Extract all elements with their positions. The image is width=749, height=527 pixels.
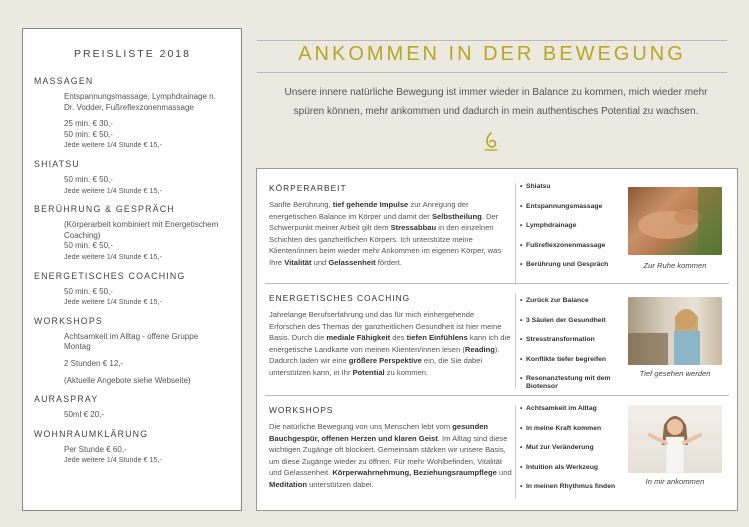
coaching-photo	[628, 297, 722, 365]
block-koerperarbeit	[257, 183, 737, 291]
massagen-price-2: 50 min. € 50,-	[64, 129, 113, 139]
price-list-panel	[22, 28, 242, 511]
list-item: • Resonanztestung mit dem Biotensor	[520, 375, 616, 391]
coaching-caption: Tief gesehen werden	[639, 369, 711, 378]
section-shiatsu: SHIATSU	[34, 158, 80, 169]
massagen-desc-2: Dr. Vodder, Fußreflexzonenmassage	[64, 102, 194, 112]
intro-text	[257, 83, 735, 121]
koerperarbeit-heading: KÖRPERARBEIT	[269, 183, 347, 193]
list-item: • Fußreflexzonenmassage	[520, 242, 616, 250]
top-divider	[257, 40, 727, 41]
massagen-price-1: 25 min. € 30,-	[64, 119, 113, 129]
section-beruehrung: BERÜHRUNG & GESPRÄCH	[34, 204, 175, 215]
workshops-note: (Aktuelle Angebote siehe Webseite)	[64, 375, 191, 385]
block-workshops	[257, 405, 737, 505]
intro-line-2: spüren können, mehr ankommen und dadurch in mein authentisches Potential zu wachsen.	[293, 106, 699, 117]
list-item: • Lymphdrainage	[520, 222, 616, 230]
massagen-desc-1: Entspannungsmassage, Lymphdrainage n.	[64, 92, 216, 101]
page-title: ANKOMMEN IN DER BEWEGUNG	[298, 43, 686, 65]
list-item: • In meinen Rhythmus finden	[520, 483, 616, 491]
spiral-logo-icon	[478, 126, 504, 156]
wohnraum-price-1: Per Stunde € 60,-	[64, 444, 127, 454]
shiatsu-price-1: 50 min. € 50,-	[64, 174, 113, 184]
list-item: • Shiatsu	[520, 183, 616, 191]
price-list-title: PREISLISTE 2018	[74, 48, 191, 60]
list-item: • In meine Kraft kommen	[520, 425, 616, 433]
list-item: • 3 Säulen der Gesundheit	[520, 317, 616, 325]
beruehrung-price-1: 50 min. € 50,-	[64, 241, 113, 251]
beruehrung-desc-2: Coaching)	[64, 230, 101, 240]
coaching-heading: ENERGETISCHES COACHING	[269, 293, 411, 303]
massage-photo	[628, 187, 722, 255]
section-massagen: MASSAGEN	[34, 76, 94, 86]
services-box	[256, 168, 738, 511]
list-item: • Konflikte tiefer begreifen	[520, 356, 616, 364]
list-item: • Zurück zur Balance	[520, 297, 616, 305]
beruehrung-price-2: Jede weitere 1/4 Stunde € 15,-	[64, 251, 162, 261]
shiatsu-price-2: Jede weitere 1/4 Stunde € 15,-	[64, 185, 162, 195]
list-item: • Stresstransformation	[520, 336, 616, 344]
koerperarbeit-text: Sanfte Berührung, tief gehende Impulse zur Anregung der energetischen Balance im Körper und damit der Selbstheilung. Der Schwerpunkt meiner Arbeit gilt dem Stressabbau in den einzelnen Schichten des ganzheitlichen Körpers. Ich unterstütze meine Klienten/innen beim wieder mehr Ankommen im eigenen Körper, was Ihre Vitalität und Gelassenheit fördert.	[269, 200, 502, 267]
workshops-heading: WORKSHOPS	[269, 405, 334, 415]
auraspray-price-1: 50ml € 20,-	[64, 410, 105, 420]
workshops-desc-2: Montag	[64, 342, 91, 352]
section-workshops: WORKSHOPS	[34, 315, 103, 326]
intro-line-1: Unsere innere natürliche Bewegung ist immer wieder in Balance zu kommen, mich wieder mehr	[284, 87, 708, 98]
workshop-photo	[628, 405, 722, 473]
list-item: • Achtsamkeit im Alltag	[520, 405, 616, 413]
section-coaching: ENERGETISCHES COACHING	[34, 270, 186, 281]
workshops-text: Die natürliche Bewegung von uns Menschen lebt vom gesunden Bauchgespür, offenen Herzen und klaren Geist. Im Alltag sind diese wichtigen Zugänge oft blockiert. Gemeinsam stärken wir unsere Basis, um diese Zugänge wieder zu öffnen. Für mehr Wohlbefinden, Vitalität und Gelassenheit. Körperwahrnehmung, Beziehungsraumpflege und Meditation unterstützen dabei.	[269, 422, 512, 489]
koerperarbeit-caption: Zur Ruhe kommen	[643, 261, 707, 270]
coaching-price-1: 50 min. € 50,-	[64, 286, 113, 296]
section-auraspray: AURASPRAY	[34, 394, 99, 405]
section-wohnraum: WOHNRAUMKLÄRUNG	[34, 428, 149, 439]
massagen-price-3: Jede weitere 1/4 Stunde € 15,-	[64, 140, 162, 150]
list-item: • Entspannungsmassage	[520, 203, 616, 211]
list-item: • Berührung und Gespräch	[520, 261, 616, 269]
block-coaching	[257, 293, 737, 397]
wohnraum-price-2: Jede weitere 1/4 Stunde € 15,-	[64, 455, 162, 465]
coaching-price-2: Jede weitere 1/4 Stunde € 15,-	[64, 297, 162, 307]
list-item: • Mut zur Veränderung	[520, 444, 616, 452]
workshops-price-1: 2 Stunden € 12,-	[64, 358, 124, 368]
workshops-desc-1: Achtsamkeit im Alltag - offene Gruppe	[64, 331, 199, 341]
workshops-caption: In mir ankommen	[645, 477, 705, 486]
beruehrung-desc-1: (Körperarbeit kombiniert mit Energetischem	[64, 220, 219, 230]
list-item: • Intuition als Werkzeug	[520, 464, 616, 472]
coaching-text: Jahrelange Berufserfahrung und das für mich einhergehende Erforschen des Themas der ganzheitlichen Gesundheit ist hier meine Basis. Durch die mediale Fähigkeit des tiefen Einfühlens kann ich die energetische Landkarte von meinen Klienten/innen lesen (Reading). Dadurch laden wir eine größere Perspektive ein, die Sie dabei unterstützen kann, in Ihr Potential zu kommen.	[269, 310, 511, 377]
title-divider	[257, 72, 727, 73]
